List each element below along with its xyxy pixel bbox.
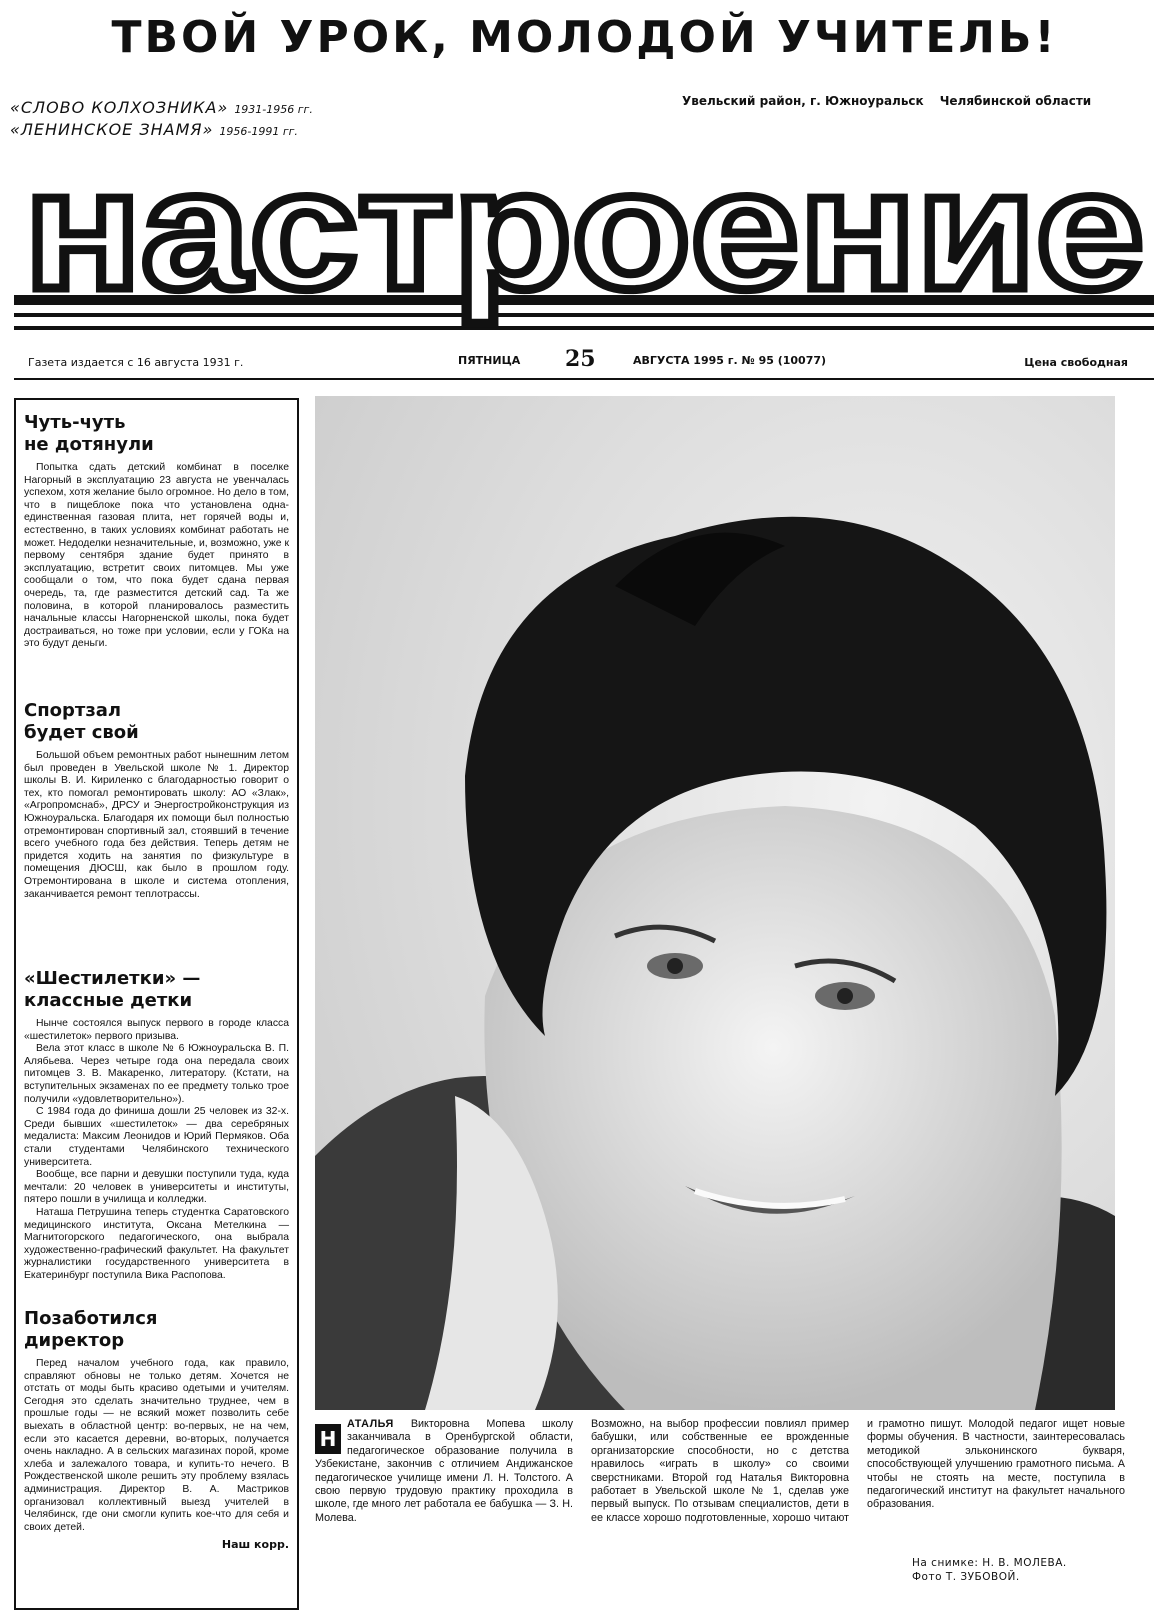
former-title-2: «ЛЕНИНСКОЕ ЗНАМЯ» 1956-1991 гг. <box>10 120 298 139</box>
article-paragraph: Наташа Петрушина теперь студентка Саратовского медицинского института, Оксана Метелкина — Магнитогорского педагогического, она выбрала художественно-графический факультет. На факультет журналистики государственного университета в Екатеринбург поступила Вика Распопова. <box>24 1206 289 1281</box>
caption-lead-word: АТАЛЬЯ <box>347 1418 394 1430</box>
article-text: Попытка сдать детский комбинат в поселке Нагорный в эксплуатацию 23 августа не увенчалась успехом, хотя желание было огромное. Но дело в том, что в пищеблоке пока что установлена одна-единственная газовая плита, нет горячей воды и, естественно, в таких условиях комбинат работать не может. Недоделки незначительные, и, возможно, уже к первому сентября здание будет принято в эксплуатацию, встретит своих питомцев. Мы уже сообщали о том, что пока будет сдана первая очередь, та, где разместится детский сад. Та же половина, в которой планировалось разместить начальные классы Нагорненской школы, пока будет достраиваться, но тоже при условии, если у ГОКа на это будут деньги. <box>24 462 289 650</box>
article-title: Чуть-чуть не дотянули <box>24 412 154 455</box>
article-paragraph: Нынче состоялся выпуск первого в городе класса «шестилеток» первого призыва. <box>24 1018 289 1042</box>
slogan-headline: ТВОЙ УРОК, МОЛОДОЙ УЧИТЕЛЬ! <box>111 12 1058 63</box>
article-gym <box>24 700 289 958</box>
region-line <box>682 94 1132 108</box>
dropcap-letter: Н <box>315 1424 341 1454</box>
news-column <box>14 398 299 1610</box>
article-six-year-olds <box>24 968 289 1298</box>
issue-info-bar <box>28 346 1128 374</box>
article-director <box>24 1308 289 1608</box>
weekday: ПЯТНИЦА <box>458 354 521 367</box>
article-almost-done <box>24 412 289 690</box>
teacher-portrait-photo <box>315 396 1115 1410</box>
day-number: 25 <box>565 346 596 372</box>
article-signature: Наш корр. <box>221 1538 289 1552</box>
article-paragraph: Вела этот класс в школе № 6 Южноуральска В. П. Алябьева. Через четыре года она передала своих питомцев З. В. Макаренко, литератору. (Кстати, на вступительных экзаменах по ее предмету только трое получили «удовлетворительно»). <box>24 1043 289 1105</box>
article-text: Перед началом учебного года, как правило, справляют обновы не только детям. Хочется не отстать от моды быть красиво одетыми и учителям. Сегодня это сделать значительно труднее, чем в прошлые годы — не всякий может позволить себе выехать в областной центр: во-первых, не на чем, если это касается деревни, во-вторых, получается очень накладно. А в сельских магазинах порой, кроме хлеба и залежалого товара, и купить-то нечего. В Рождественской школе решить эту проблему взялась администрация. Директор В. А. Мастриков организовал коллективный выезд учителей в Челябинск, где они смогли купить кое-что для себя и своих детей. <box>24 1358 289 1533</box>
photo-credits <box>912 1556 1142 1584</box>
article-title: Спортзал будет свой <box>24 700 139 743</box>
masthead-logo <box>14 150 1154 350</box>
header-divider <box>14 378 1154 380</box>
article-paragraph: С 1984 года до финиша дошли 25 человек из 32-х. Среди бывших «шестилеток» — два серебряных медалиста: Максим Леонидов и Юрий Пермяков. Оба стали студентами Челябинского технического университета. <box>24 1106 289 1168</box>
issue-number: АВГУСТА 1995 г. № 95 (10077) <box>633 354 827 367</box>
photo-subject: На снимке: Н. В. МОЛЕВА. <box>912 1557 1067 1569</box>
region-district: Увельский район, г. Южноуральск <box>682 94 924 108</box>
photo-author: Фото Т. ЗУБОВОЙ. <box>912 1571 1020 1583</box>
masthead-title: настроение <box>24 150 1144 325</box>
article-title: «Шестилетки» — классные детки <box>24 968 201 1011</box>
former-title-1: «СЛОВО КОЛХОЗНИКА» 1931-1956 гг. <box>10 98 313 117</box>
caption-paragraph: Н АТАЛЬЯ Викторовна Мопева школу заканчивала в Оренбургской области, педагогическое образование получила в Узбекистане, закончив с отличием Андижанское педагогическое училище имени Л. Н. Толстого. А свою первую трудовую практику проходила в школе, где много лет работала ее бабушка — З. Н. Молева. <box>315 1418 574 1524</box>
article-title: Позаботился директор <box>24 1308 158 1351</box>
founded-note: Газета издается с 16 августа 1931 г. <box>28 356 244 369</box>
portrait-illustration <box>315 396 1115 1410</box>
price-note: Цена свободная <box>1024 356 1128 369</box>
region-oblast: Челябинской области <box>939 94 1092 108</box>
caption-paragraph: Возможно, на выбор профессии повлиял пример бабушки, или собственные ее врожденные организаторские способности, но с детства нравилось «играть в школу» со своими сверстниками. Второй год Наталья Викторовна работает в Увельской школе № 1, сделав уже первый выпуск. По отзывам специалистов, дети в ее классе хорошо подготовленные, хорошо читают и грамотно пишут. Молодой педагог ищет новые формы обучения. В частности, заинтересовалась методикой эльконинского букваря, способствующей улучшению грамотного письма. А чтобы не стоять на месте, поступила в педагогический институт на факультет начального образования. <box>591 1418 1125 1524</box>
article-text: Большой объем ремонтных работ нынешним летом был проведен в Увельской школе № 1. Директор школы В. И. Кириленко с благодарностью говорит о тех, кто помогал ремонтировать школу: АО «Злак», «Агропромснаб», ДРСУ и Энергостройконструкция из Южноуральска. Благодаря их помощи был полностью отремонтирован спортивный зал, стоявший в течение всего учебного года без действия. Теперь детям не придется ходить на занятия по физкультуре в помещения ДЮСШ, как было в прошлом году. Отремонтирована в школе и система отопления, заканчивается ремонт теплотрассы. <box>24 750 289 900</box>
article-paragraph: Вообще, все парни и девушки поступили туда, куда мечтали: 20 человек в университеты и институты, пятеро пошли в училища и колледжи. <box>24 1169 289 1206</box>
former-titles <box>10 98 313 142</box>
